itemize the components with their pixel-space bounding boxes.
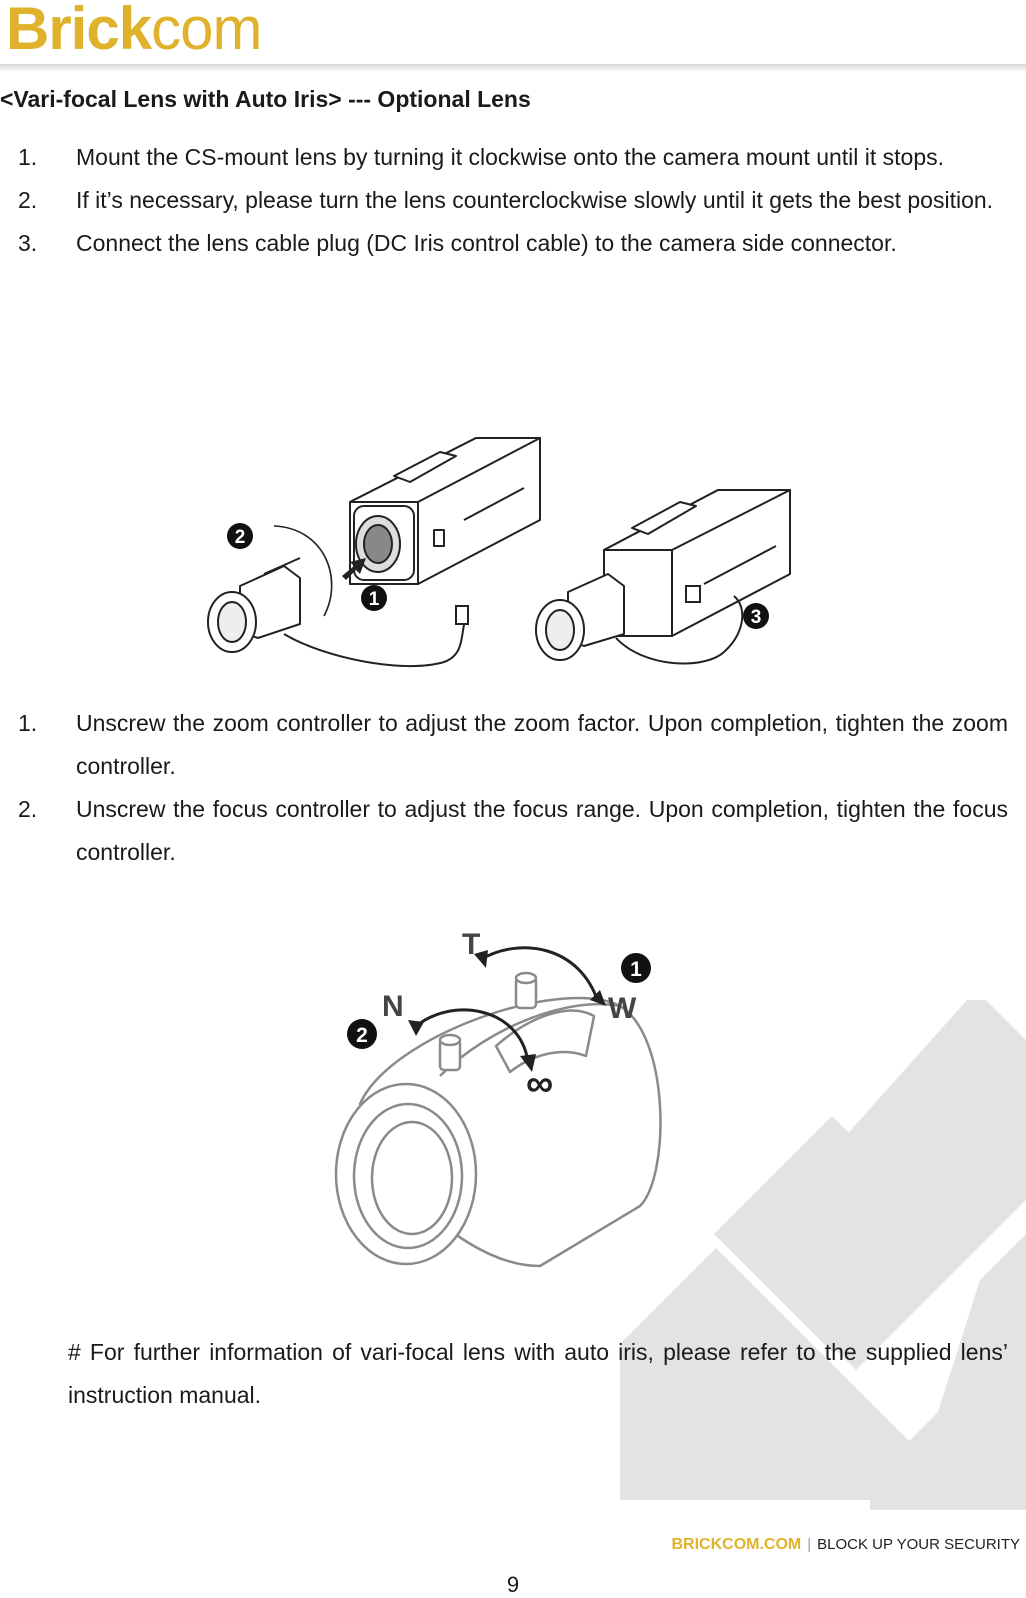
- list-item-text: Unscrew the zoom controller to adjust the zoom factor. Upon completion, tighten the zoom controller.: [76, 710, 1008, 779]
- list-item: [18, 788, 1008, 874]
- brickcom-logo: [6, 0, 261, 64]
- callout-3-label: 3: [750, 607, 762, 628]
- list-item-text: Connect the lens cable plug (DC Iris control cable) to the camera side connector.: [76, 230, 897, 256]
- list-item-number: 1.: [18, 144, 38, 170]
- near-label: N: [382, 990, 404, 1023]
- infinity-label: ∞: [526, 1063, 554, 1105]
- focus-callout-label: 2: [356, 1024, 368, 1047]
- footer-brand: BRICKCOM.COM: [671, 1536, 802, 1553]
- adjustment-steps-list: [18, 702, 1008, 874]
- callout-3: [743, 603, 769, 629]
- list-item: [18, 179, 1008, 222]
- list-item-number: 2.: [18, 796, 38, 822]
- list-item-text: Unscrew the focus controller to adjust the focus range. Upon completion, tighten the focus controller.: [76, 796, 1008, 865]
- logo-brick-text: Brick: [6, 0, 152, 62]
- mounting-steps-list: [18, 136, 1008, 265]
- zoom-callout-1: [621, 953, 651, 983]
- section-title: <Vari-focal Lens with Auto Iris> --- Optional Lens: [0, 86, 531, 112]
- zoom-callout-label: 1: [630, 958, 642, 981]
- callout-1-label: 1: [368, 589, 380, 610]
- lens-mounting-illustration: [204, 408, 804, 680]
- further-info-note: # For further information of vari-focal lens with auto iris, please refer to the supplied lens’ instruction manual.: [68, 1339, 1008, 1408]
- list-item-text: If it’s necessary, please turn the lens counterclockwise slowly until it gets the best position.: [76, 187, 994, 213]
- list-item-text: Mount the CS-mount lens by turning it clockwise onto the camera mount until it stops.: [76, 144, 945, 170]
- zoom-focus-illustration: [320, 906, 690, 1282]
- page-number: 9: [506, 1572, 520, 1597]
- list-item-number: 1.: [18, 710, 38, 736]
- list-item-number: 2.: [18, 187, 38, 213]
- footer-separator: |: [807, 1536, 812, 1553]
- list-item: [18, 702, 1008, 788]
- callout-1: [361, 585, 387, 611]
- page-footer: [671, 1536, 1020, 1554]
- callout-2-label: 2: [234, 527, 246, 548]
- list-item-number: 3.: [18, 230, 38, 256]
- page-header: [0, 0, 1026, 72]
- focus-callout-2: [347, 1019, 377, 1049]
- footer-tagline: BLOCK UP YOUR SECURITY: [817, 1536, 1020, 1553]
- list-item: [18, 222, 1008, 265]
- list-item: [18, 136, 1008, 179]
- wide-label: W: [608, 992, 637, 1025]
- logo-com-text: com: [151, 0, 262, 62]
- tele-label: T: [462, 928, 481, 961]
- callout-2: [227, 523, 253, 549]
- header-divider: [0, 64, 1026, 71]
